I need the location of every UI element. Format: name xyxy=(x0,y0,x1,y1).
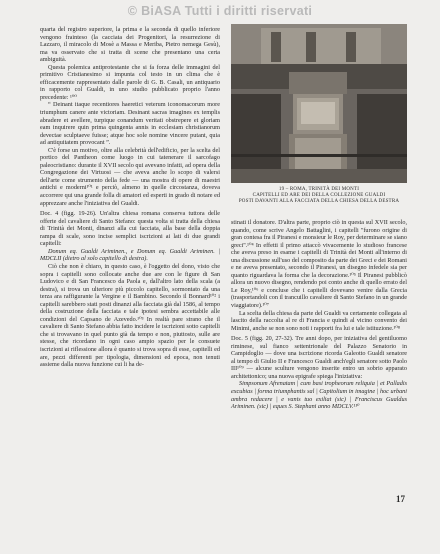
caption-line: CAPITELLI ED ARE DEI DELLA COLLEZIONE GUALDI xyxy=(252,193,386,199)
paragraph: stinati il donatore. D'altra parte, proprio ciò in questa sul XVII secolo, quando, come scrive Angelo Battaglini, i capitelli ''furono origine di gran contesa fra il Piranesi e monsieur le Roy, per determinare se siano greci''.¹⁰⁴ In effetti il primo attaccò vivacemente lo studioso francese che aveva preso in esame i capitelli di Trinità dei Monti all'interno di una discussione sull'uso del composito da parte dei Greci e dei Romani e ne aveva presentato, secondo il Piranesi, un disegno infedele sia per quanto riguardava la forma che la decorazione.¹⁰⁵ Il Piranesi pubblicò allora un nuovo disegno, rendendo poi conto anche di quello errato del Le Roy,¹⁰⁶ e concluse che i capitelli dovevano venire dalla Grecia (trasportandoli con il trancuillo cavaliere di Santo Stefano in un grande viaggiatore).¹⁰⁷ xyxy=(231,219,407,310)
doc-5-paragraph: Doc. 5 (figg. 20, 27-32). Tre anni dopo, per iniziativa del gentiluomo riminese, sul fianco settentrionale del Palazzo Senatorio in Campidoglio — dove una iscrizione ricorda Galeotto Gualdi senatore al tempo di Giulio II e Francesco Gualdi anch'egli senatore sotto Paolo III¹⁰⁹ — alcune sculture vengono inserite entro un sobrio apparato architettonico; una nuova epigrafe spiega l'iniziativa: xyxy=(231,335,407,380)
left-text-column xyxy=(40,26,220,369)
caption-line: POSTI DAVANTI ALLA FACCIATA DELLA CHIESA DELLA DESTRA xyxy=(238,199,400,205)
watermark: © BiASA Tutti i diritti riservati xyxy=(127,4,313,18)
paragraph: Questa polemica antiprotestante che si fa forza delle immagini del primitivo Cristianesimo si impunta col testo in un clima che è efficacemente rappresentato dalle parole di G. B. Casali, un antiquario in rapporto col Gualdi, in uno studio pubblicato proprio l'anno precedente: ¹⁰⁰ xyxy=(40,63,220,101)
quotation-paragraph: “ Deinant itaque recentiores haeretici veterum iconomacorum more triumphum canere ante victoriam. Desinant sacras imagines ex templis abradere et avellere, turpique conandum veritati obstrepere et gloriam eam inquirere quin prima quingenta annis in ecclesiam christianorum devectae sculptaeve fuisse; atque hoc sole nomine vincere putant, quia ad antiquitatem provocant ”. xyxy=(40,101,220,147)
inscription-text: Donum eq. Gualdi Ariminen., e Donum eq. Gualdi Ariminen. | MDCLII (dietro al solo capitello di destra). xyxy=(40,247,220,263)
photo-image xyxy=(231,24,407,183)
photo-trinita-dei-monti-capitals xyxy=(231,24,407,183)
paragraph: quarta del registro superiore, la prima e la seconda di quello inferiore vengono frainteso (la cacciata dei Progenitori, la resurrezione di Lazzaro, il miracolo di Mosè a Massa e Meriba, Pietro nemega Gesù), ma va osservato che si tratta di scene che presentano una certa ambiguità. xyxy=(40,26,220,64)
page-number: 17 xyxy=(396,494,405,504)
paragraph: La scelta della chiesa da parte del Gualdi va certamente collegata al lascito della raccolta al re di Francia e quindi al vicino convento dei Minimi, anche se non sono noti i rapporti fra lui e tale istituzione.¹⁰⁸ xyxy=(231,309,407,332)
inscription-text: Simpsonum Afrenatam | cum basi tropheorum reliquia | et Palladis excubias | forma triumphantis sal | Capitolium in imagine | hoc urbani ambra redacere | e vanis tuo exiliat (sic) | Franciscus Gualdus Ariminen. (sic) | eques S. Stephani anno MDCLV.¹¹⁰ xyxy=(231,380,407,411)
caption-line: 19 – ROMA, TRINITÀ DEI MONTI xyxy=(278,187,360,192)
right-text-column xyxy=(231,219,407,411)
doc-4-paragraph: Doc. 4 (figg. 19-26). Un'altra chiesa romana conserva tuttora delle offerte del cavaliere di Santo Stefano: questa volta si tratta della chiesa di Trinità dei Monti, dinanzi alla cui facciata, alla base della doppia rampa di scale, sono incise semplici iscrizioni ai lati di due grandi capitelli: xyxy=(40,210,220,248)
paragraph: Ciò che non è chiaro, in questo caso, è l'oggetto del dono, visto che sopra i capitelli sono collocate anche due are con le figure di San Ludovico e di San Francesco da Paola e, dall'altro lato della scala (a destra), si trova un ulteriore più piccolo capitello, sormontato da una terza ara raffigurante la Vergine e il Bambino. Secondo il Bonnard¹⁰² i capitelli sarebbero stati posti dinanzi alla facciata già dal 1586, al tempo della costruzione della facciata e tale ipotesi sembra accettabile alle condizioni del Capsano de Azevedo.¹⁰³ In realtà pare strano che il cavaliere di Santo Stefano abbia fatto incidere le iscrizioni sotto capitelli che si trovavano in quel punto già da tempo e non, piuttosto, sulle are stesse, che ricordano in ogni caso ampio spazio per le consuete iscrizioni ai riflessione allora è quanto si trova sopra di esse, capitelli ed are, pezzi differenti per tipologia, dimensioni ed epoca, non tenuti assieme dalla nuova funzione cui li ha de- xyxy=(40,262,220,369)
figure-caption xyxy=(231,187,407,206)
paragraph: C'è forse un motivo, oltre alla celebrità dell'edificio, per la scelta del portico del Pantheon come luogo in cui tatenerare il sarcofago paleocristiano: durante il XVII secolo qui avevano infatti, ad opera della Congregazione dei Virtuosi — che aveva anche lo scopo di valersi dell'arte come strumento della fede — una mostra di opere di maestri antichi e moderni¹⁰¹ e perciò, almeno in quelle circostanza, doveva accorrere qui una grande folla di amatori ed esperti in grado di notare ed apprezzare anche l'iniziativa del Gualdi. xyxy=(40,146,220,207)
